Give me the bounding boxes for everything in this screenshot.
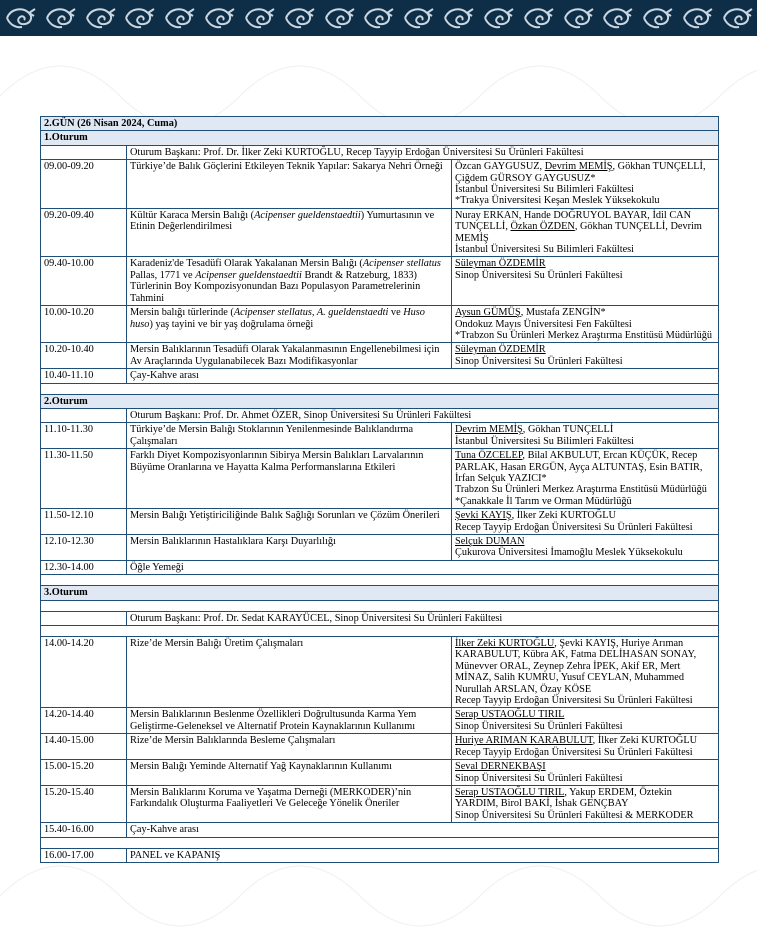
fish-ornament-icon [242, 5, 276, 31]
talk-time: 14.40-15.00 [41, 734, 127, 760]
closing-time: 16.00-17.00 [41, 848, 127, 862]
talk-authors: Tuna ÖZCELEP, Bilal AKBULUT, Ercan KÜÇÜK, Recep PARLAK, Hasan ERGÜN, Ayça ALTUNTAŞ, Esin BATIR, İrfan Selçuk YAZICI* Trabzon Su Ürünleri Merkez Araştırma Enstitüsü Müdürlüğü *Çanakkale İl Tarım ve Orman Müdürlüğü [452, 449, 719, 509]
talk-row [41, 306, 719, 343]
fish-ornament-icon [561, 5, 595, 31]
session-title: 2.Oturum [41, 394, 719, 408]
talk-row [41, 208, 719, 257]
fish-ornament-icon [361, 5, 395, 31]
talk-row [41, 734, 719, 760]
fish-ornament-icon [680, 5, 714, 31]
talk-time: 14.00-14.20 [41, 637, 127, 708]
talk-row [41, 343, 719, 369]
spacer-row [41, 383, 719, 394]
talk-affiliation: İstanbul Üniversitesi Su Bilimleri Fakültesi [455, 244, 635, 256]
closing-row [41, 848, 719, 862]
talk-title: Türkiye’de Mersin Balığı Stoklarının Yenilenmesinde Balıklandırma Çalışmaları [127, 423, 452, 449]
session-title: 1.Oturum [41, 131, 719, 145]
session-chair: Oturum Başkanı: Prof. Dr. İlker Zeki KURTOĞLU, Recep Tayyip Erdoğan Üniversitesi Su Ürünleri Fakültesi [127, 145, 719, 159]
session-header-row [41, 394, 719, 408]
talk-affiliation: Sinop Üniversitesi Su Ürünleri Fakültesi & MERKODER [455, 809, 694, 821]
talk-authors: Süleyman ÖZDEMİR Sinop Üniversitesi Su Ürünleri Fakültesi [452, 257, 719, 306]
talk-time: 12.10-12.30 [41, 535, 127, 561]
talk-title: Mersin Balıklarının Tesadüfi Olarak Yakalanmasının Engellenebilmesi için Av Araçlarında Uygulanabilecek Bazı Modifikasyonlar [127, 343, 452, 369]
talk-title: Kültür Karaca Mersin Balığı (Acipenser gueldenstaedtii) Yumurtasının ve Etinin Değerlendirilmesi [127, 208, 452, 257]
session-chair-row [41, 145, 719, 159]
talk-authors: Seval DERNEKBAŞI Sinop Üniversitesi Su Ürünleri Fakültesi [452, 760, 719, 786]
program-table [40, 116, 719, 863]
talk-title: Mersin Balıklarını Koruma ve Yaşatma Derneği (MERKODER)’nin Farkındalık Oluşturma Faaliyetleri Ve Geleceğe Yönelik Öneriler [127, 785, 452, 822]
talk-row [41, 637, 719, 708]
talk-row [41, 509, 719, 535]
talk-time: 15.00-15.20 [41, 760, 127, 786]
fish-ornament-icon [3, 5, 37, 31]
talk-affiliation: İstanbul Üniversitesi Su Bilimleri Fakültesi *Trakya Üniversitesi Keşan Meslek Yüksekokulu [455, 184, 660, 207]
talk-title: Mersin Balığı Yetiştiriciliğinde Balık Sağlığı Sorunları ve Çözüm Önerileri [127, 509, 452, 535]
fish-ornament-icon [322, 5, 356, 31]
fish-ornament-icon [481, 5, 515, 31]
fish-ornament-icon [43, 5, 77, 31]
closing-label: PANEL ve KAPANIŞ [127, 848, 719, 862]
talk-time: 09.00-09.20 [41, 160, 127, 209]
talk-title: Mersin Balığı Yeminde Alternatif Yağ Kaynaklarının Kullanımı [127, 760, 452, 786]
talk-time: 09.20-09.40 [41, 208, 127, 257]
break-row [41, 369, 719, 383]
talk-time: 09.40-10.00 [41, 257, 127, 306]
talk-affiliation: Trabzon Su Ürünleri Merkez Araştırma Enstitüsü Müdürlüğü *Çanakkale İl Tarım ve Orman Müdürlüğü [455, 484, 707, 507]
talk-authors: Devrim MEMİŞ, Gökhan TUNÇELLİ İstanbul Üniversitesi Su Bilimleri Fakültesi [452, 423, 719, 449]
talk-authors: Serap USTAOĞLU TIRIL Sinop Üniversitesi Su Ürünleri Fakültesi [452, 708, 719, 734]
break-label: Öğle Yemeği [127, 560, 719, 574]
talk-affiliation: Sinop Üniversitesi Su Ürünleri Fakültesi [455, 720, 623, 732]
talk-time: 11.30-11.50 [41, 449, 127, 509]
fish-ornament-icon [640, 5, 674, 31]
talk-affiliation: Ondokuz Mayıs Üniversitesi Fen Fakültesi *Trabzon Su Ürünleri Merkez Araştırma Enstitüsü Müdürlüğü [455, 318, 713, 341]
spacer-row [41, 575, 719, 586]
talk-title: Mersin Balıklarının Hastalıklara Karşı Duyarlılığı [127, 535, 452, 561]
talk-time: 11.50-12.10 [41, 509, 127, 535]
break-label: Çay-Kahve arası [127, 369, 719, 383]
talk-affiliation: Sinop Üniversitesi Su Ürünleri Fakültesi [455, 355, 623, 367]
fish-ornament-icon [521, 5, 555, 31]
talk-affiliation: Sinop Üniversitesi Su Ürünleri Fakültesi [455, 269, 623, 281]
talk-affiliation: Recep Tayyip Erdoğan Üniversitesi Su Ürünleri Fakültesi [455, 695, 693, 707]
decorative-header-band [0, 0, 757, 36]
talk-affiliation: İstanbul Üniversitesi Su Bilimleri Fakültesi [455, 435, 635, 447]
talk-row [41, 257, 719, 306]
fish-ornament-icon [122, 5, 156, 31]
session-title: 3.Oturum [41, 586, 719, 600]
talk-title: Karadeniz'de Tesadüfi Olarak Yakalanan Mersin Balığı (Acipenser stellatus Pallas, 1771 ve Acipenser gueldenstaedtii Brandt & Ratzeburg, 1833) Türlerinin Boy Kompozisyonundan Bazı Populasyon Parametrelerinin Tahmini [127, 257, 452, 306]
day-header-row [41, 117, 719, 131]
talk-affiliation: Çukurova Üniversitesi İmamoğlu Meslek Yüksekokulu [455, 547, 683, 559]
talk-authors: Süleyman ÖZDEMİR Sinop Üniversitesi Su Ürünleri Fakültesi [452, 343, 719, 369]
talk-authors: Nuray ERKAN, Hande DOĞRUYOL BAYAR, İdil CAN TUNÇELLİ, Özkan ÖZDEN, Gökhan TUNÇELLİ, Devrim MEMİŞ İstanbul Üniversitesi Su Bilimleri Fakültesi [452, 208, 719, 257]
talk-row [41, 423, 719, 449]
talk-authors: Selçuk DUMAN Çukurova Üniversitesi İmamoğlu Meslek Yüksekokulu [452, 535, 719, 561]
spacer-row [41, 837, 719, 848]
talk-time: 10.00-10.20 [41, 306, 127, 343]
spacer-row [41, 626, 719, 637]
session-chair: Oturum Başkanı: Prof. Dr. Ahmet ÖZER, Sinop Üniversitesi Su Ürünleri Fakültesi [127, 408, 719, 422]
talk-row [41, 785, 719, 822]
talk-title: Farklı Diyet Kompozisyonlarının Sibirya Mersin Balıkları Larvalarının Büyüme Oranlarına ve Hayatta Kalma Performanslarına Etkileri [127, 449, 452, 509]
fish-ornament-icon [401, 5, 435, 31]
session-header-row [41, 586, 719, 600]
break-row [41, 823, 719, 837]
fish-ornament-icon [600, 5, 634, 31]
spacer-row [41, 600, 719, 611]
talk-authors: Serap USTAOĞLU TIRIL, Yakup ERDEM, Öztekin YARDIM, Birol BAKİ, İshak GENÇBAY Sinop Üniversitesi Su Ürünleri Fakültesi & MERKODER [452, 785, 719, 822]
talk-row [41, 535, 719, 561]
break-time: 10.40-11.10 [41, 369, 127, 383]
fish-ornament-icon [441, 5, 475, 31]
fish-ornament-icon [162, 5, 196, 31]
break-row [41, 560, 719, 574]
break-time: 12.30-14.00 [41, 560, 127, 574]
talk-title: Türkiye’de Balık Göçlerini Etkileyen Teknik Yapılar: Sakarya Nehri Örneği [127, 160, 452, 209]
session-chair-row [41, 408, 719, 422]
talk-title: Mersin Balıklarının Beslenme Özellikleri Doğrultusunda Karma Yem Geliştirme-Geleneksel ve Alternatif Protein Kaynaklarının Kullanımı [127, 708, 452, 734]
session-chair-row [41, 611, 719, 625]
session-header-row [41, 131, 719, 145]
day-title: 2.GÜN (26 Nisan 2024, Cuma) [41, 117, 719, 131]
talk-row [41, 449, 719, 509]
session-chair: Oturum Başkanı: Prof. Dr. Sedat KARAYÜCEL, Sinop Üniversitesi Su Ürünleri Fakültesi [127, 611, 719, 625]
talk-time: 11.10-11.30 [41, 423, 127, 449]
talk-authors: Şevki KAYIŞ, İlker Zeki KURTOĞLU Recep Tayyip Erdoğan Üniversitesi Su Ürünleri Fakültesi [452, 509, 719, 535]
talk-time: 15.20-15.40 [41, 785, 127, 822]
talk-authors: İlker Zeki KURTOĞLU, Şevki KAYIŞ, Huriye Arıman KARABULUT, Kübra AK, Fatma DELİHASAN SONAY, Münevver ORAL, Zeynep Zehra İPEK, Akif ER, Mert MİNAZ, Salih KUMRU, Yusuf CEYLAN, Muhammed Nurullah ARSLAN, Özay KÖSE Recep Tayyip Erdoğan Üniversitesi Su Ürünleri Fakültesi [452, 637, 719, 708]
fish-ornament-icon [83, 5, 117, 31]
fish-ornament-icon [720, 5, 754, 31]
talk-title: Rize’de Mersin Balıklarında Besleme Çalışmaları [127, 734, 452, 760]
talk-row [41, 760, 719, 786]
talk-row [41, 708, 719, 734]
talk-title: Rize’de Mersin Balığı Üretim Çalışmaları [127, 637, 452, 708]
talk-authors: Aysun GÜMÜŞ, Mustafa ZENGİN* Ondokuz Mayıs Üniversitesi Fen Fakültesi *Trabzon Su Ürünleri Merkez Araştırma Enstitüsü Müdürlüğü [452, 306, 719, 343]
talk-row [41, 160, 719, 209]
talk-affiliation: Recep Tayyip Erdoğan Üniversitesi Su Ürünleri Fakültesi [455, 746, 693, 758]
break-time: 15.40-16.00 [41, 823, 127, 837]
talk-authors: Huriye ARIMAN KARABULUT, İlker Zeki KURTOĞLU Recep Tayyip Erdoğan Üniversitesi Su Ürünleri Fakültesi [452, 734, 719, 760]
talk-affiliation: Recep Tayyip Erdoğan Üniversitesi Su Ürünleri Fakültesi [455, 521, 693, 533]
talk-affiliation: Sinop Üniversitesi Su Ürünleri Fakültesi [455, 772, 623, 784]
fish-ornament-icon [282, 5, 316, 31]
break-label: Çay-Kahve arası [127, 823, 719, 837]
fish-ornament-icon [202, 5, 236, 31]
talk-time: 14.20-14.40 [41, 708, 127, 734]
talk-time: 10.20-10.40 [41, 343, 127, 369]
talk-authors: Özcan GAYGUSUZ, Devrim MEMİŞ, Gökhan TUNÇELLİ, Çiğdem GÜRSOY GAYGUSUZ* İstanbul Üniversitesi Su Bilimleri Fakültesi *Trakya Üniversitesi Keşan Meslek Yüksekokulu [452, 160, 719, 209]
talk-title: Mersin balığı türlerinde (Acipenser stellatus, A. gueldenstaedti ve Huso huso) yaş tayini ve bir yaş doğrulama örneği [127, 306, 452, 343]
